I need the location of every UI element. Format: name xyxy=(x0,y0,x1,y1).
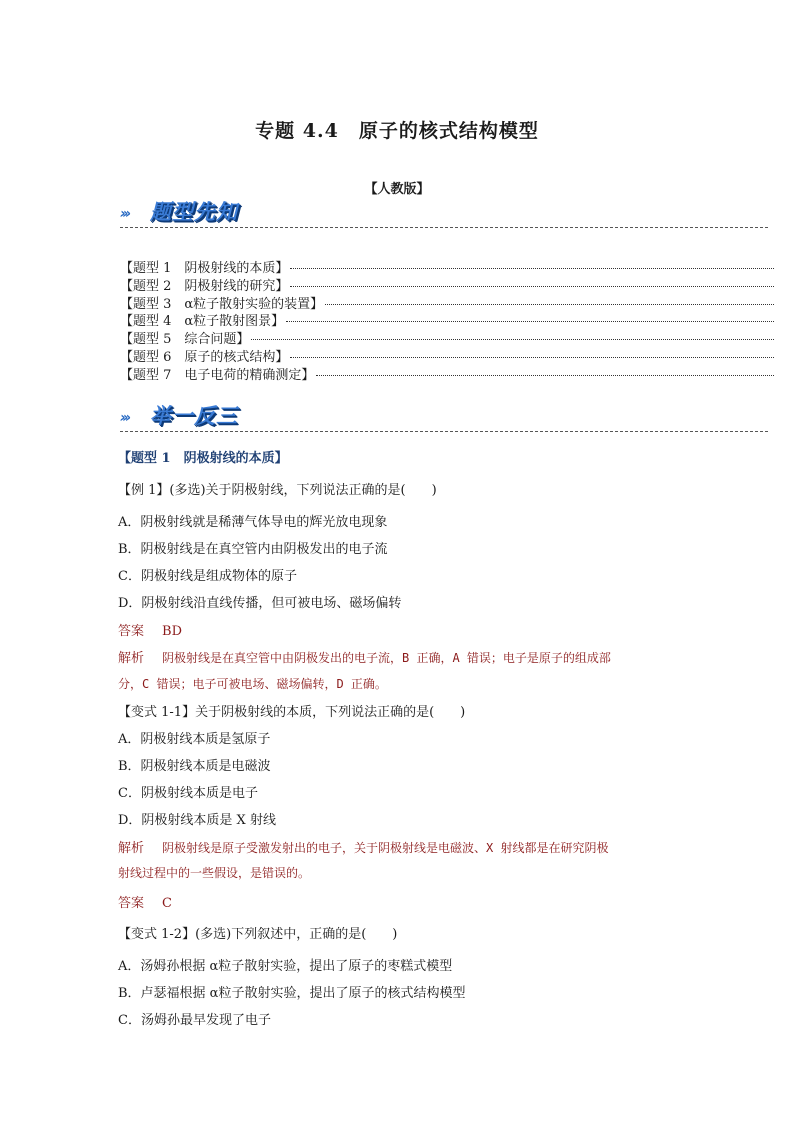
variant-stem: 【变式 1-2】(多选)下列叙述中，正确的是( ) xyxy=(118,927,398,942)
option-c: C．阴极射线是组成物体的原子 xyxy=(118,569,297,584)
toc-item[interactable]: 【题型 2 阴极射线的研究】 xyxy=(120,278,774,296)
banner-examples xyxy=(120,402,768,432)
toc-item[interactable]: 【题型 3 α粒子散射实验的装置】 xyxy=(120,296,774,314)
toc-item[interactable]: 【题型 7 电子电荷的精确测定】 xyxy=(120,367,774,385)
option-d: D．阴极射线沿直线传播，但可被电场、磁场偏转 xyxy=(118,596,402,611)
explanation-label: 解析 xyxy=(118,651,145,666)
toc-item[interactable]: 【题型 4 α粒子散射图景】 xyxy=(120,313,774,331)
banner-question-preview xyxy=(120,198,768,228)
banner-title: 题型先知 xyxy=(150,199,238,224)
toc-item[interactable]: 【题型 6 原子的核式结构】 xyxy=(120,349,774,367)
toc-leader xyxy=(286,321,774,322)
toc-leader xyxy=(290,286,774,287)
option-c: C．阴极射线本质是电子 xyxy=(118,786,258,801)
explanation-text: 阴极射线是原子受激发射出的电子，关于阴极射线是电磁波、X 射线都是在研究阴极 xyxy=(162,841,609,855)
explanation-text: 射线过程中的一些假设，是错误的。 xyxy=(118,866,311,880)
banner-arrows-icon: ››› xyxy=(120,206,129,222)
explanation-line xyxy=(118,837,678,856)
explanation-text: 阴极射线是在真空管中由阴极发出的电子流，B 正确，A 错误；电子是原子的组成部 xyxy=(162,651,611,665)
option-a: A．汤姆孙根据 α粒子散射实验，提出了原子的枣糕式模型 xyxy=(118,959,453,974)
answer-value: BD xyxy=(162,624,182,639)
edition-label: 【人教版】 xyxy=(364,182,430,197)
explanation-line xyxy=(118,864,678,881)
banner-divider xyxy=(120,227,768,228)
toc-item[interactable]: 【题型 1 阴极射线的本质】 xyxy=(120,260,774,278)
answer-line xyxy=(118,620,678,639)
explanation-label: 解析 xyxy=(118,841,145,856)
option-a: A．阴极射线本质是氢原子 xyxy=(118,732,271,747)
toc-item[interactable]: 【题型 5 综合问题】 xyxy=(120,331,774,349)
table-of-contents xyxy=(120,260,774,385)
answer-value: C xyxy=(162,896,172,911)
answer-label: 答案 xyxy=(118,896,145,911)
banner-arrows-icon: ››› xyxy=(120,410,129,426)
option-b: B．阴极射线是在真空管内由阴极发出的电子流 xyxy=(118,542,388,557)
banner-divider xyxy=(120,431,768,432)
section-heading: 【题型 1 阴极射线的本质】 xyxy=(118,451,288,466)
explanation-line xyxy=(118,675,678,692)
answer-label: 答案 xyxy=(118,624,145,639)
option-c: C．汤姆孙最早发现了电子 xyxy=(118,1013,271,1028)
toc-leader xyxy=(290,357,774,358)
example-stem: 【例 1】(多选)关于阴极射线，下列说法正确的是( ) xyxy=(118,483,437,498)
toc-leader xyxy=(325,304,774,305)
option-b: B．阴极射线本质是电磁波 xyxy=(118,759,271,774)
toc-leader xyxy=(251,339,774,340)
answer-line xyxy=(118,892,678,911)
page-title: 专题 4.4 原子的核式结构模型 xyxy=(255,120,539,142)
toc-leader xyxy=(316,375,774,376)
explanation-text: 分，C 错误；电子可被电场、磁场偏转，D 正确。 xyxy=(118,677,387,691)
explanation-line xyxy=(118,647,678,666)
option-d: D．阴极射线本质是 X 射线 xyxy=(118,813,276,828)
option-b: B．卢瑟福根据 α粒子散射实验，提出了原子的核式结构模型 xyxy=(118,986,466,1001)
option-a: A．阴极射线就是稀薄气体导电的辉光放电现象 xyxy=(118,515,388,530)
toc-leader xyxy=(290,268,774,269)
variant-stem: 【变式 1-1】关于阴极射线的本质，下列说法正确的是( ) xyxy=(118,705,466,720)
banner-title: 举一反三 xyxy=(150,403,238,428)
